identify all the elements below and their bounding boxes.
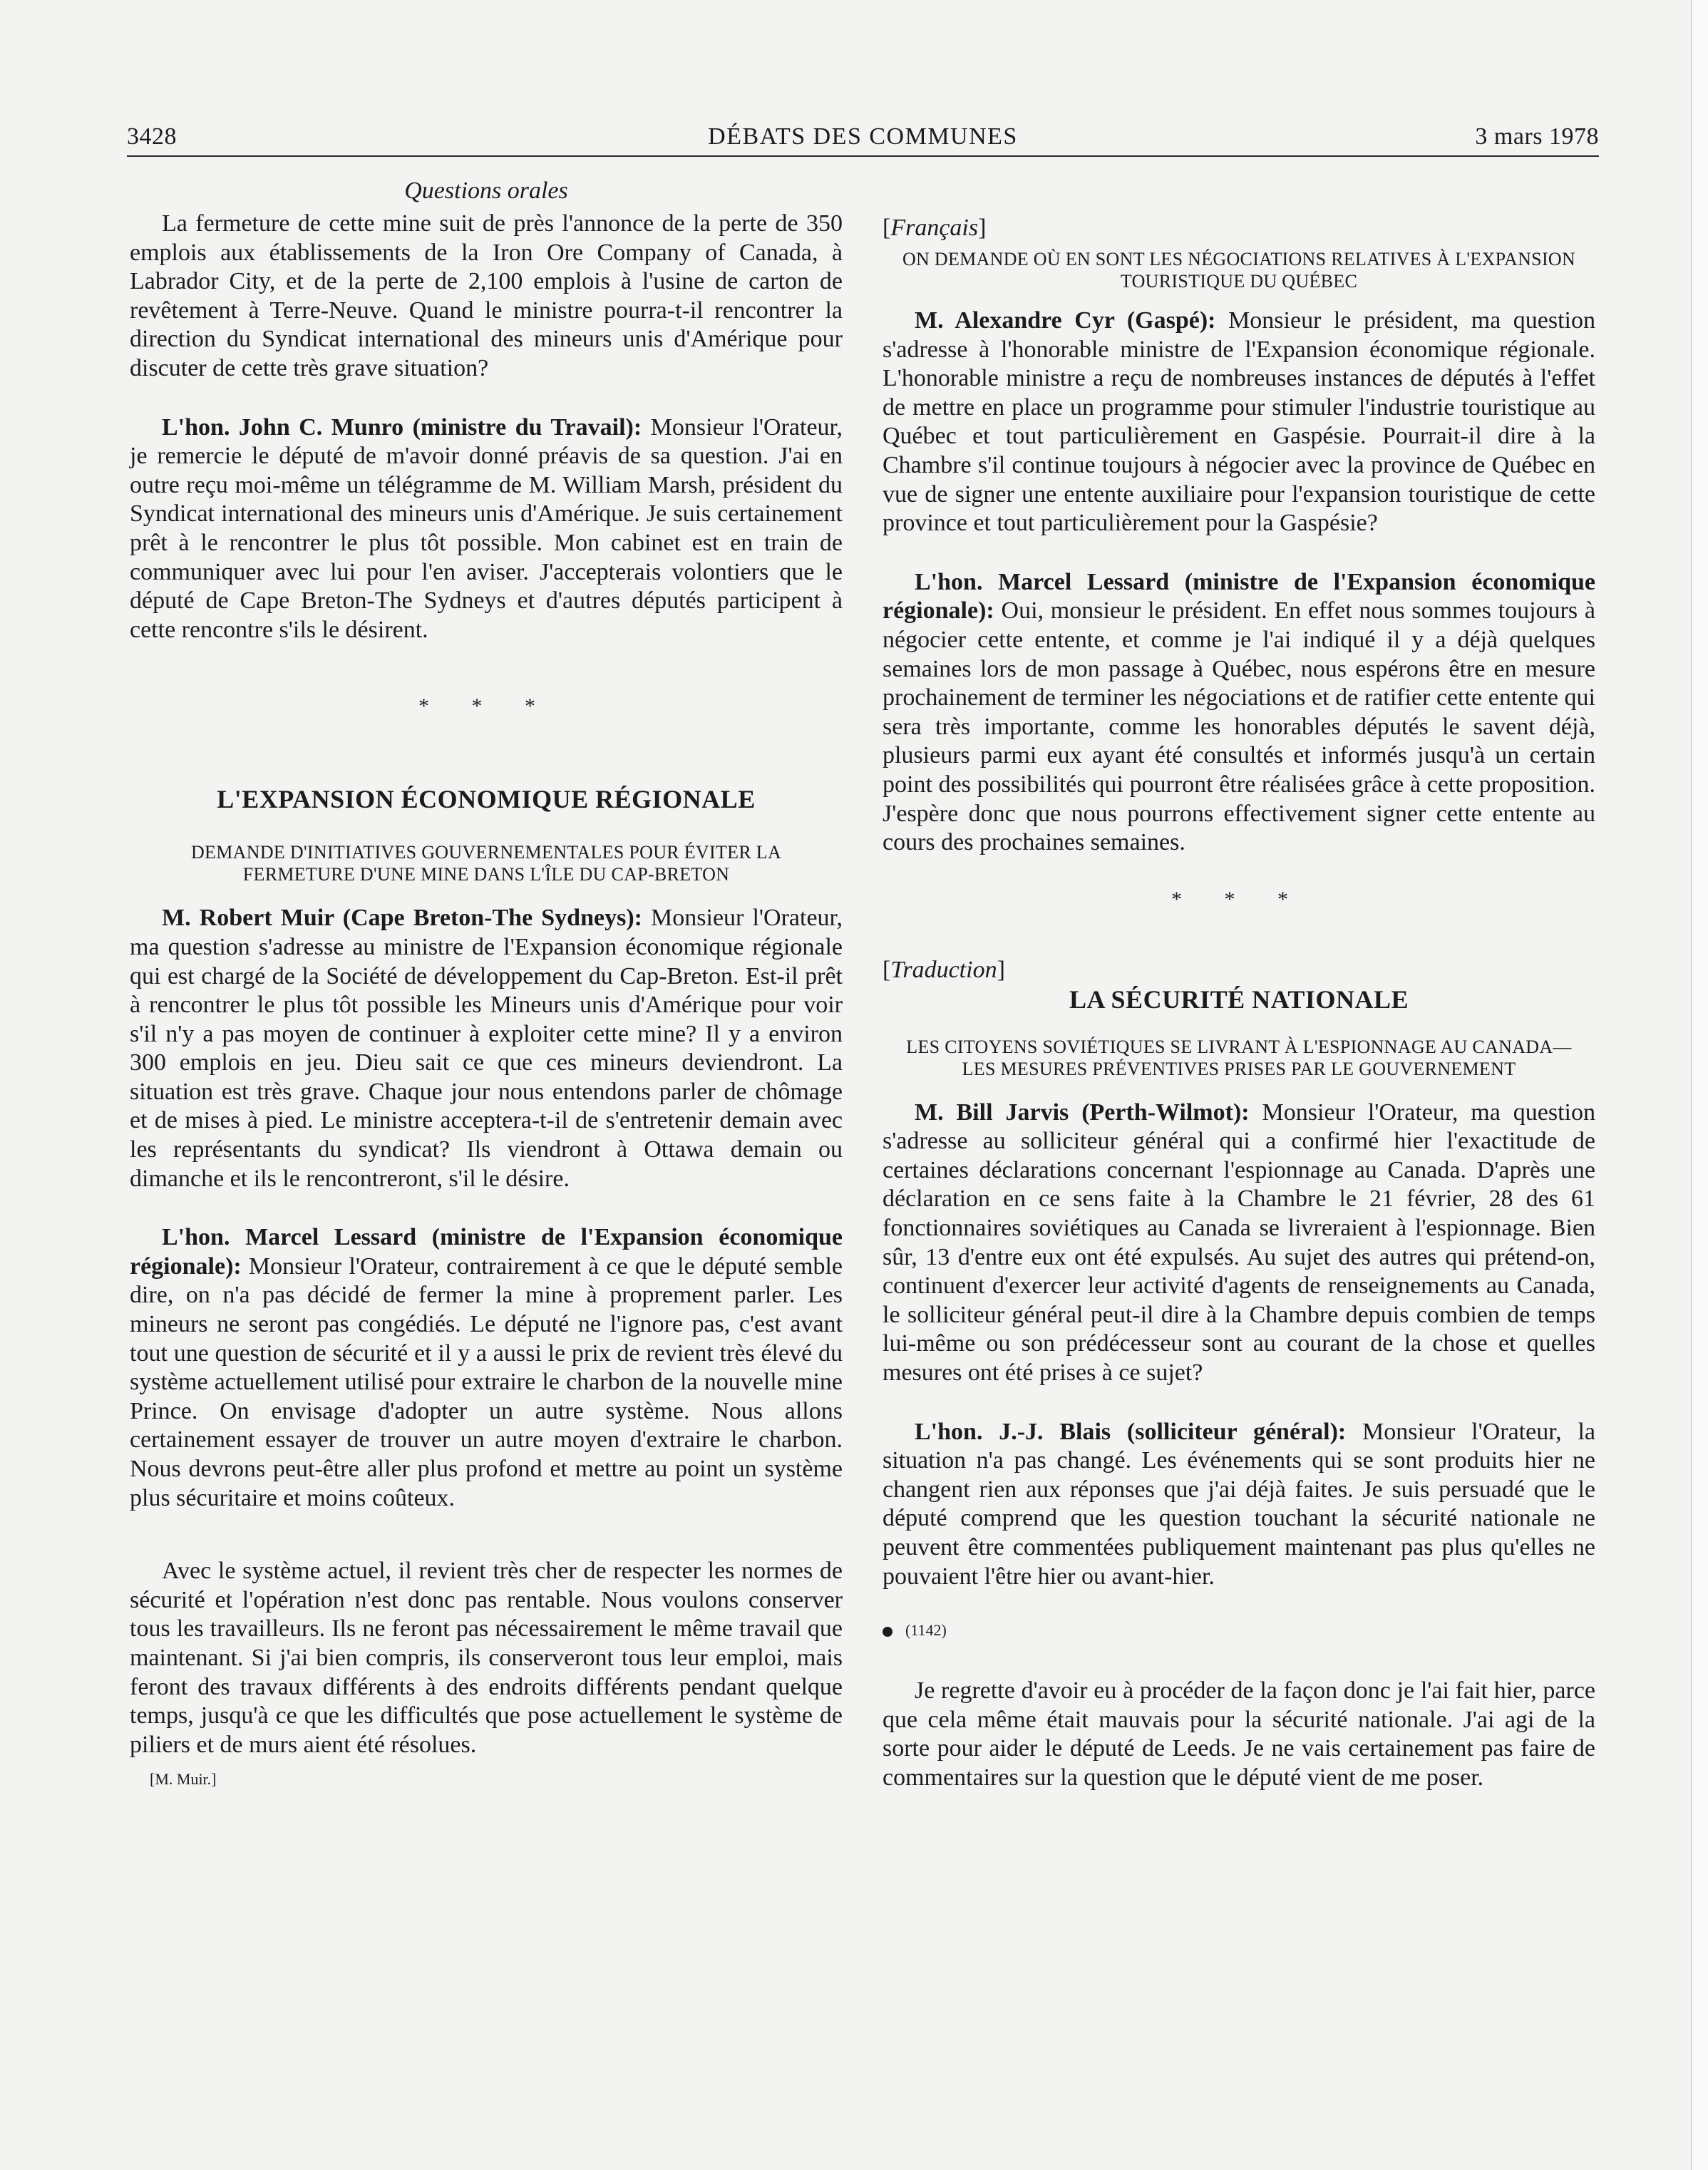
- speaker-name: M. Alexandre Cyr (Gaspé):: [915, 307, 1216, 334]
- section-separator: * * *: [418, 694, 554, 719]
- right-column: [883, 214, 1595, 1793]
- speech-lessard: [883, 568, 1595, 858]
- subheading: DEMANDE D'INITIATIVES GOUVERNEMENTALES POUR ÉVITER LA FERMETURE D'UNE MINE DANS L'ÎLE DU CAP-BRETON: [190, 842, 782, 885]
- speech-jarvis: [883, 1099, 1595, 1388]
- page-number: 3428: [127, 123, 177, 150]
- speech-text: Monsieur l'Orateur, je remercie le député de m'avoir donné préavis de sa question. J'ai en outre reçu moi-même un télégramme de M. William Marsh, président du Syndicat international des mineurs unis d'Amérique. Je suis certainement prêt à le rencontrer le plus tôt possible. Mon cabinet est en train de communiquer avec lui pour l'en aviser. J'accepterais volontiers que le député de Cape Breton-The Sydneys et d'autres députés participent à cette rencontre s'ils le désirent.: [130, 413, 843, 643]
- language-marker: [Traduction]: [883, 956, 1005, 983]
- paragraph: Avec le système actuel, il revient très cher de respecter les normes de sécurité et l'opération n'est donc pas rentable. Nous voulons conserver tous les travailleurs. Ils ne feront pas nécessairement le même travail que maintenant. Si j'ai bien compris, ils conserveront tous leur emploi, mais feront des travaux différents à des endroits différents pendant quelque temps, jusqu'à ce que les difficultés que pose actuellement le système de piliers et de murs aient été résolues.: [130, 1558, 843, 1758]
- time-marker: [883, 1620, 1595, 1641]
- publication-date: 3 mars 1978: [1475, 123, 1599, 150]
- time-stamp: (1142): [905, 1621, 947, 1640]
- speech-blais: [883, 1418, 1595, 1592]
- speech-cyr: [883, 307, 1595, 538]
- left-column: [130, 177, 843, 1789]
- speech-text: Oui, monsieur le président. En effet nous sommes toujours à négocier cette entente, et comme je l'ai indiqué il y a déjà quelques semaines lors de mon passage à Québec, nous espérons être en mesure prochainement de terminer les négociations et de ratifier cette entente qui sera très importante, comme les honorables députés le savent déjà, plusieurs parmi eux ayant été consultés et informés jusqu'à un certain point des possibilités qui pourront être réalisées grâce à cette proposition. J'espère donc que nous pourrons effectivement signer cette entente au cours des prochaines semaines.: [883, 597, 1595, 856]
- speech-text: Monsieur l'Orateur, la situation n'a pas changé. Les événements qui se sont produits hier ne changent rien aux réponses que j'ai déjà faites. Je suis persuadé que le député comprend que les question touchant la sécurité nationale ne peuvent être commentées publiquement maintenant pas plus qu'elles ne pouvaient l'être hier ou avant-hier.: [883, 1418, 1595, 1590]
- speech-text: Monsieur le président, ma question s'adresse à l'honorable ministre de l'Expansion économique régionale. L'honorable ministre a reçu de nombreuses instances de députés à l'effet de mettre en place un programme pour stimuler l'industrie touristique au Québec et tout particulièrement en Gaspésie. Pourrait-il dire à la Chambre s'il continue toujours à négocier avec la province de Québec en vue de signer une entente auxiliaire pour l'expansion touristique de cette province et tout particulièrement pour la Gaspésie?: [883, 307, 1595, 537]
- speaker-name: L'hon. J.-J. Blais (solliciteur général):: [915, 1418, 1347, 1445]
- section-separator: * * *: [1171, 887, 1307, 911]
- speech-text: Monsieur l'Orateur, ma question s'adresse au solliciteur général qui a confirmé hier l'exactitude de certaines déclarations concernant l'espionnage au Canada. D'après une déclaration en ce sens faite à la Chambre le 21 février, 28 des 61 fonctionnaires soviétiques au Canada se livreraient à l'espionnage. Bien sûr, 13 d'entre eux ont été expulsés. Au sujet des autres qui prétend-on, continuent d'exercer leur activité d'agents de renseignements au Canada, le solliciteur général peut-il dire à la Chambre depuis combien de temps lui-même ou son prédécesseur sont au courant de la chose et quelles mesures ont été prises à ce sujet?: [883, 1099, 1595, 1387]
- speaker-name: L'hon. John C. Munro (ministre du Travail):: [162, 413, 642, 441]
- section-heading: L'EXPANSION ÉCONOMIQUE RÉGIONALE: [217, 785, 756, 814]
- speech-text: Monsieur l'Orateur, ma question s'adresse au ministre de l'Expansion économique régionale qui est chargé de la Société de développement du Cap-Breton. Est-il prêt à rencontrer le plus tôt possible les Mineurs unis d'Amérique pour voir s'il n'y a pas moyen de continuer à exploiter cette mine? Il y a environ 300 emplois en jeu. Dieu sait ce que ces mineurs deviendront. La situation est très grave. Chaque jour nous entendons parler de chômage et de mises à pied. Le ministre acceptera-t-il de s'entretenir demain avec les représentants du syndicat? Ils viendront à Ottawa demain ou dimanche et ils le rencontreront, s'il le désire.: [130, 905, 843, 1192]
- speaker-name: M. Bill Jarvis (Perth-Wilmot):: [915, 1099, 1250, 1126]
- speech-muir: [130, 904, 843, 1193]
- language-label: Français: [890, 215, 979, 241]
- page-edge: [1691, 0, 1708, 2170]
- paragraph: Je regrette d'avoir eu à procéder de la façon donc je l'ai fait hier, parce que cela même était mauvais pour la sécurité nationale. J'ai agi de la sorte pour aider le député de Leeds. Je ne vais certainement pas faire de commentaires sur la question que le député vient de me poser.: [883, 1677, 1595, 1791]
- speech-munro: [130, 413, 843, 645]
- publication-title: DÉBATS DES COMMUNES: [708, 123, 1018, 150]
- bullet-icon: [883, 1627, 892, 1637]
- language-label: Traduction: [890, 956, 997, 983]
- subheading: LES CITOYENS SOVIÉTIQUES SE LIVRANT À L'ESPIONNAGE AU CANADA—LES MESURES PRÉVENTIVES PRISES PAR LE GOUVERNEMENT: [906, 1036, 1572, 1079]
- speaker-name: L'hon. Marcel Lessard (ministre de l'Expansion économique régionale):: [883, 568, 1595, 624]
- section-title: Questions orales: [404, 178, 568, 204]
- section-heading: LA SÉCURITÉ NATIONALE: [1069, 984, 1409, 1014]
- page-header: [127, 123, 1599, 157]
- speaker-name: L'hon. Marcel Lessard (ministre de l'Expansion économique régionale):: [130, 1224, 843, 1280]
- paragraph: La fermeture de cette mine suit de près l'annonce de la perte de 350 emplois aux établissements de la Iron Ore Company of Canada, à Labrador City, et de la perte de 2,100 emplois à l'usine de carton de revêtement à Terre-Neuve. Quand le ministre pourra-t-il rencontrer la direction du Syndicat international des mineurs unis d'Amérique pour discuter de cette très grave situation?: [130, 210, 843, 381]
- speaker-footnote: [M. Muir.]: [150, 1770, 217, 1789]
- speech-lessard: [130, 1223, 843, 1513]
- speech-text: Monsieur l'Orateur, contrairement à ce que le député semble dire, on n'a pas décidé de fermer la mine à proprement parler. Les mineurs ne seront pas congédiés. Le député ne l'ignore pas, c'est avant tout une question de sécurité et il y a aussi le prix de revient très élevé du système actuellement utilisé pour extraire le charbon de la nouvelle mine Prince. On envisage d'adopter un autre système. Nous allons certainement essayer de trouver un autre moyen d'extraire le charbon. Nous devrons peut-être aller plus profond et mettre au point un système plus sécuritaire et moins coûteux.: [130, 1253, 843, 1511]
- language-marker: [Français]: [883, 215, 987, 241]
- subheading: ON DEMANDE OÙ EN SONT LES NÉGOCIATIONS RELATIVES À L'EXPANSION TOURISTIQUE DU QUÉBEC: [902, 249, 1576, 292]
- speaker-name: M. Robert Muir (Cape Breton-The Sydneys):: [162, 905, 642, 932]
